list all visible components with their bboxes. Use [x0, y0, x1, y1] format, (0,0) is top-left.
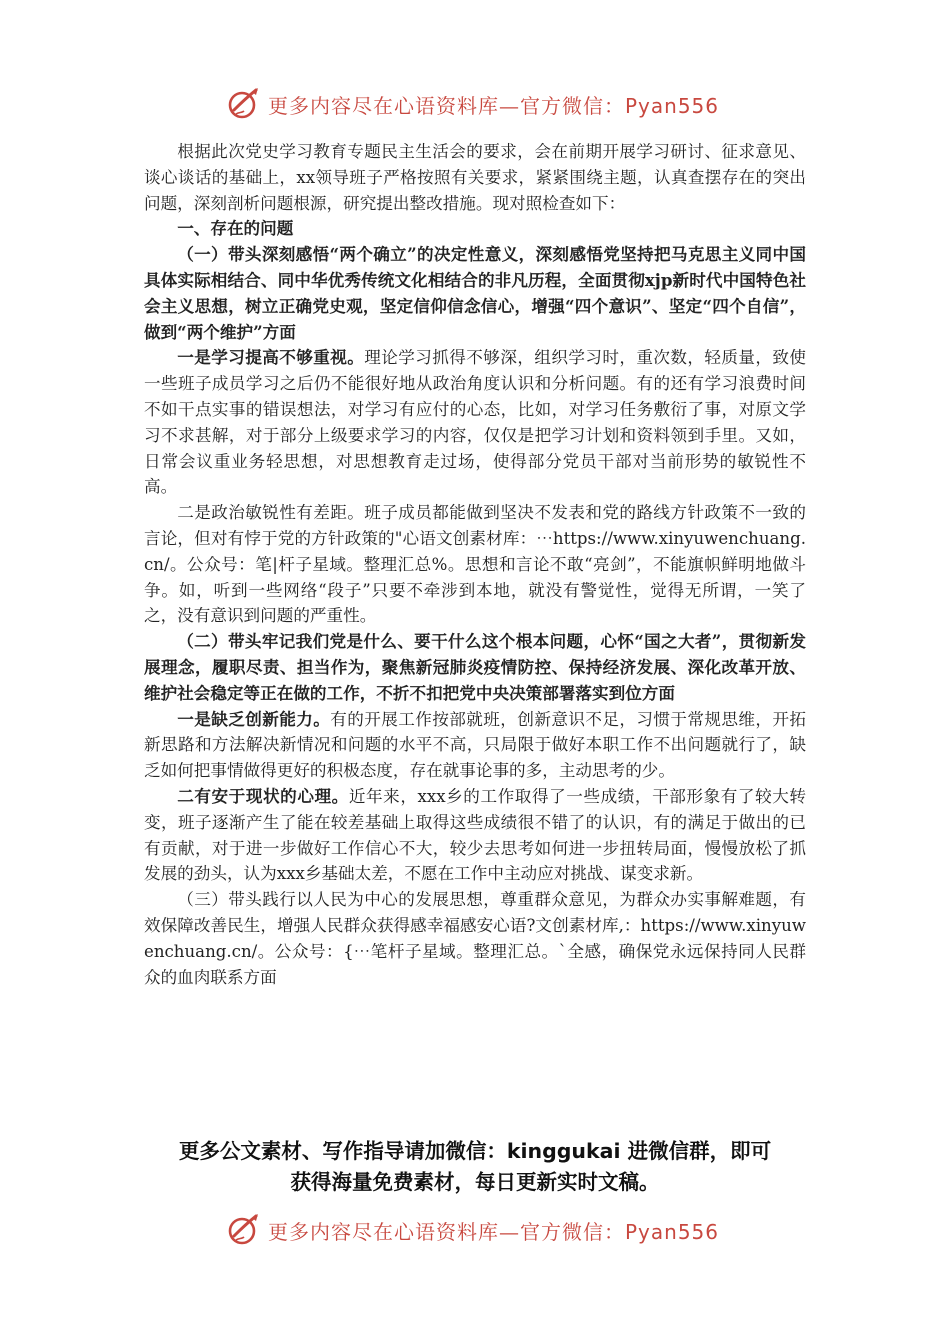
paragraph-1: 一是学习提高不够重视。理论学习抓得不够深，组织学习时，重次数，轻质量，致使一些班子成员学习之后仍不能很好地从政治角度认识和分析问题。有的还有学习浪费时间不如干点实事的错误想法，对学习有应付的心态，比如，对学习任务敷衍了事，对原文学习不求甚解，对于部分上级要求学习的内容，仅仅是把学习计划和资料领到手里。又如，日常会议重业务轻思想，对思想教育走过场，使得部分党员干部对当前形势的敏锐性不高。 — [144, 347, 807, 497]
subsection-heading-1: （一）带头深刻感悟“两个确立”的决定性意义，深刻感悟党坚持把马克思主义同中国具体实际相结合、同中华优秀传统文化相结合的非凡历程，全面贯彻xjp新时代中国特色社会主义思想，树立正确党史观，坚定信仰信念信心，增强“四个意识”、坚定“四个自信”，做到“两个维护”方面 — [144, 244, 806, 342]
banner-text: 更多内容尽在心语资料库—官方微信：Pyan556 — [268, 1219, 720, 1244]
document-body — [144, 139, 806, 990]
paragraph-4-lead: 二有安于现状的心理。 — [177, 785, 349, 806]
subsection-3-paragraph: （三）带头践行以人民为中心的发展思想，尊重群众意见，为群众办实事解难题，有效保障改善民生，增强人民群众获得感幸福感安心语?文创素材库,：https://www.xinyuwenchuang.cn/。公众号：{⋯笔杆子星域。整理汇总。`全感，确保党永远保持同人民群众的血肉联系方面 — [144, 890, 806, 987]
paragraph-3: 一是缺乏创新能力。有的开展工作按部就班，创新意识不足，习惯于常规思维，开拓新思路和方法解决新情况和问题的水平不高，只局限于做好本职工作不出问题就行了，缺乏如何把事情做得更好的积极态度，存在就事论事的多，主动思考的少。 — [144, 708, 807, 781]
banner-text: 更多内容尽在心语资料库—官方微信：Pyan556 — [268, 93, 720, 118]
banner-wechat-id: Pyan556 — [625, 1219, 720, 1244]
section-heading: 一、存在的问题 — [177, 218, 294, 239]
footer-line-2: 获得海量免费素材，每日更新实时文稿。 — [290, 1170, 660, 1194]
header-banner — [226, 84, 726, 124]
paragraph-4: 二有安于现状的心理。近年来，xxx乡的工作取得了一些成绩，干部形象有了较大转变，班子逐渐产生了能在较差基础上取得这些成绩很不错了的认识，有的满足于做出的已有贡献，对于进一步做好工作信心不大，较少去思考如何进一步扭转局面，慢慢放松了抓发展的劲头，认为xxx乡基础太差，不愿在工作中主动应对挑战、谋变求新。 — [144, 785, 806, 884]
pen-swirl-logo-icon — [226, 86, 262, 122]
subsection-heading-2: （二）带头牢记我们党是什么、要干什么这个根本问题，心怀“国之大者”，贯彻新发展理念，履职尽责、担当作为，聚焦新冠肺炎疫情防控、保持经济发展、深化改革开放、维护社会稳定等正在做的工作，不折不扣把党中央决策部署落实到位方面 — [144, 631, 806, 703]
paragraph-1-lead: 一是学习提高不够重视。 — [177, 347, 365, 368]
paragraph-3-lead: 一是缺乏创新能力。 — [177, 708, 331, 729]
banner-wechat-id: Pyan556 — [625, 93, 720, 118]
intro-paragraph: 根据此次党史学习教育专题民主生活会的要求，会在前期开展学习研讨、征求意见、谈心谈话的基础上，xx领导班子严格按照有关要求，紧紧围绕主题，认真查摆存在的突出问题，深刻剖析问题根源，研究提出整改措施。现对照检查如下： — [144, 142, 806, 213]
footer-line-1: 更多公文素材、写作指导请加微信：kinggukai 进微信群，即可 — [178, 1139, 772, 1163]
footer-banner — [226, 1210, 726, 1250]
pen-swirl-logo-icon — [226, 1212, 262, 1248]
footer-note — [120, 1136, 830, 1198]
paragraph-2: 二是政治敏锐性有差距。班子成员都能做到坚决不发表和党的路线方针政策不一致的言论，但对有悖于党的方针政策的"心语文创素材库：⋯https://www.xinyuwenchuang.cn/。公众号：笔|杆子星域。整理汇总%。思想和言论不敢“亮剑”，不能旗帜鲜明地做斗争。如，听到一些网络“段子”只要不牵涉到本地，就没有警觉性，觉得无所谓，一笑了之，没有意识到问题的严重性。 — [144, 503, 806, 626]
